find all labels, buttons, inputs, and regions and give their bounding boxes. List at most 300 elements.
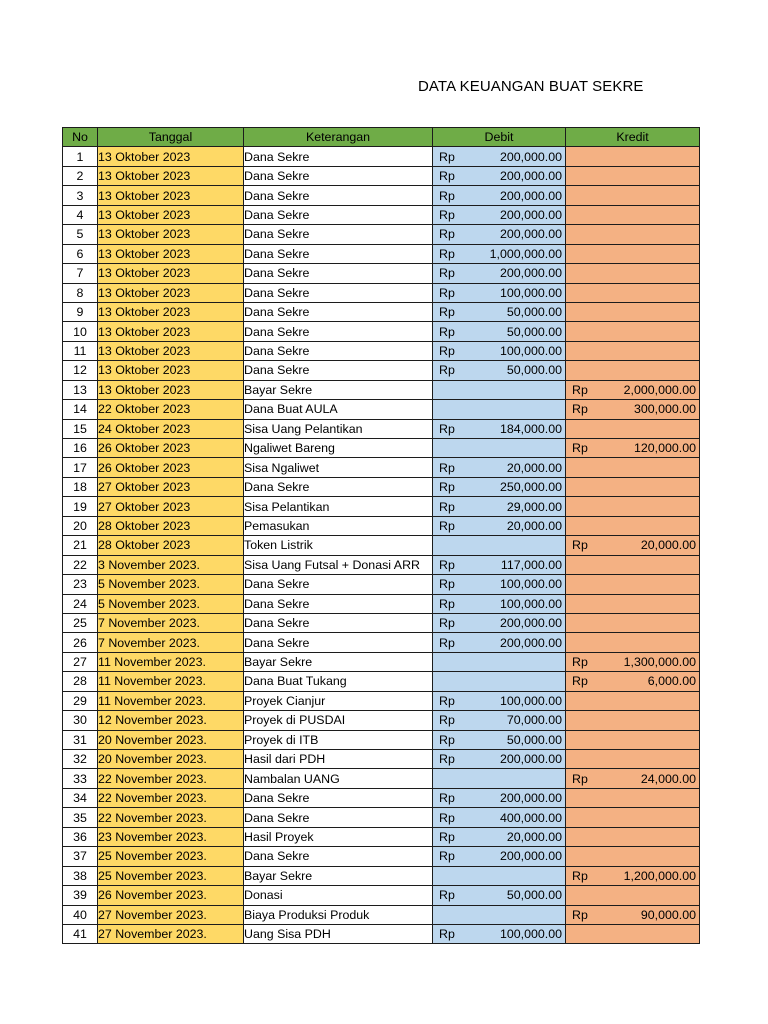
currency-symbol: Rp — [439, 616, 455, 631]
kredit-amount — [566, 867, 699, 885]
cell-kredit[interactable] — [566, 166, 700, 185]
cell-kredit[interactable] — [566, 322, 700, 341]
debit-amount — [433, 225, 565, 243]
debit-value: 50,000.00 — [506, 888, 562, 903]
cell-tanggal[interactable]: 25 November 2023. — [98, 866, 244, 885]
cell-kredit[interactable] — [566, 439, 700, 458]
table-row — [63, 458, 700, 477]
cell-debit[interactable] — [433, 477, 566, 496]
kredit-amount — [566, 439, 699, 457]
cell-debit[interactable] — [433, 341, 566, 360]
debit-amount — [433, 459, 565, 477]
cell-no[interactable]: 2 — [63, 166, 98, 185]
table-row — [63, 477, 700, 496]
cell-kredit[interactable] — [566, 477, 700, 496]
table-row — [63, 730, 700, 749]
cell-tanggal[interactable]: 13 Oktober 2023 — [98, 322, 244, 341]
debit-value: 29,000.00 — [506, 499, 562, 514]
cell-debit[interactable] — [433, 924, 566, 943]
cell-debit[interactable] — [433, 244, 566, 263]
cell-no[interactable]: 19 — [63, 497, 98, 516]
debit-value: 1,000,000.00 — [489, 246, 562, 261]
cell-debit[interactable] — [433, 458, 566, 477]
currency-symbol: Rp — [439, 227, 455, 242]
currency-symbol: Rp — [439, 266, 455, 281]
cell-debit[interactable] — [433, 147, 566, 166]
currency-symbol: Rp — [572, 382, 588, 397]
column-header-keterangan[interactable]: Keterangan — [244, 128, 433, 147]
cell-tanggal[interactable]: 28 Oktober 2023 — [98, 536, 244, 555]
cell-keterangan[interactable]: Dana Sekre — [244, 575, 433, 594]
table-header-row — [63, 128, 700, 147]
cell-keterangan[interactable]: Dana Sekre — [244, 302, 433, 321]
cell-debit[interactable] — [433, 866, 566, 885]
cell-no[interactable]: 28 — [63, 672, 98, 691]
cell-debit[interactable] — [433, 400, 566, 419]
table-row — [63, 225, 700, 244]
cell-debit[interactable] — [433, 750, 566, 769]
debit-value: 200,000.00 — [499, 227, 562, 242]
cell-tanggal[interactable]: 5 November 2023. — [98, 594, 244, 613]
cell-debit[interactable] — [433, 302, 566, 321]
cell-debit[interactable] — [433, 672, 566, 691]
cell-no[interactable]: 10 — [63, 322, 98, 341]
debit-amount — [433, 711, 565, 729]
cell-kredit[interactable] — [566, 264, 700, 283]
cell-keterangan[interactable]: Proyek di PUSDAI — [244, 711, 433, 730]
currency-symbol: Rp — [439, 791, 455, 806]
cell-no[interactable]: 4 — [63, 205, 98, 224]
cell-tanggal[interactable]: 22 November 2023. — [98, 808, 244, 827]
table-row — [63, 205, 700, 224]
cell-no[interactable]: 21 — [63, 536, 98, 555]
cell-keterangan[interactable]: Dana Sekre — [244, 633, 433, 652]
cell-kredit[interactable] — [566, 672, 700, 691]
cell-tanggal[interactable]: 5 November 2023. — [98, 575, 244, 594]
cell-debit[interactable] — [433, 322, 566, 341]
cell-kredit[interactable] — [566, 633, 700, 652]
cell-debit[interactable] — [433, 905, 566, 924]
cell-keterangan[interactable]: Uang Sisa PDH — [244, 924, 433, 943]
cell-keterangan[interactable]: Dana Sekre — [244, 808, 433, 827]
cell-no[interactable]: 22 — [63, 555, 98, 574]
column-header-no[interactable]: No — [63, 128, 98, 147]
table-row — [63, 555, 700, 574]
cell-no[interactable]: 38 — [63, 866, 98, 885]
cell-debit[interactable] — [433, 827, 566, 846]
table-body — [63, 147, 700, 944]
cell-keterangan[interactable]: Proyek di ITB — [244, 730, 433, 749]
debit-value: 100,000.00 — [499, 693, 562, 708]
cell-no[interactable]: 32 — [63, 750, 98, 769]
table-row — [63, 886, 700, 905]
kredit-amount — [566, 536, 699, 554]
currency-symbol: Rp — [439, 344, 455, 359]
cell-keterangan[interactable]: Bayar Sekre — [244, 380, 433, 399]
cell-tanggal[interactable]: 13 Oktober 2023 — [98, 186, 244, 205]
cell-keterangan[interactable]: Dana Sekre — [244, 594, 433, 613]
cell-kredit[interactable] — [566, 905, 700, 924]
kredit-value: 6,000.00 — [647, 674, 696, 689]
cell-no[interactable]: 35 — [63, 808, 98, 827]
kredit-amount — [566, 400, 699, 418]
currency-symbol: Rp — [439, 363, 455, 378]
cell-kredit[interactable] — [566, 750, 700, 769]
cell-kredit[interactable] — [566, 516, 700, 535]
cell-tanggal[interactable]: 7 November 2023. — [98, 633, 244, 652]
table-row — [63, 380, 700, 399]
cell-no[interactable]: 6 — [63, 244, 98, 263]
table-row — [63, 516, 700, 535]
cell-debit[interactable] — [433, 361, 566, 380]
cell-tanggal[interactable]: 26 November 2023. — [98, 886, 244, 905]
cell-tanggal[interactable]: 13 Oktober 2023 — [98, 264, 244, 283]
cell-no[interactable]: 30 — [63, 711, 98, 730]
cell-no[interactable]: 14 — [63, 400, 98, 419]
cell-debit[interactable] — [433, 769, 566, 788]
cell-tanggal[interactable]: 26 Oktober 2023 — [98, 458, 244, 477]
table-row — [63, 613, 700, 632]
cell-keterangan[interactable]: Sisa Ngaliwet — [244, 458, 433, 477]
cell-no[interactable]: 26 — [63, 633, 98, 652]
cell-keterangan[interactable]: Dana Sekre — [244, 186, 433, 205]
cell-no[interactable]: 11 — [63, 341, 98, 360]
cell-kredit[interactable] — [566, 594, 700, 613]
cell-keterangan[interactable]: Dana Sekre — [244, 283, 433, 302]
cell-tanggal[interactable]: 11 November 2023. — [98, 672, 244, 691]
cell-no[interactable]: 15 — [63, 419, 98, 438]
currency-symbol: Rp — [439, 499, 455, 514]
cell-kredit[interactable] — [566, 555, 700, 574]
cell-tanggal[interactable]: 27 November 2023. — [98, 905, 244, 924]
cell-no[interactable]: 39 — [63, 886, 98, 905]
cell-keterangan[interactable]: Pemasukan — [244, 516, 433, 535]
cell-no[interactable]: 3 — [63, 186, 98, 205]
cell-tanggal[interactable]: 27 Oktober 2023 — [98, 497, 244, 516]
cell-tanggal[interactable]: 22 Oktober 2023 — [98, 400, 244, 419]
cell-no[interactable]: 13 — [63, 380, 98, 399]
debit-value: 100,000.00 — [499, 344, 562, 359]
kredit-value: 120,000.00 — [633, 441, 696, 456]
cell-kredit[interactable] — [566, 497, 700, 516]
cell-kredit[interactable] — [566, 283, 700, 302]
cell-keterangan[interactable]: Dana Sekre — [244, 477, 433, 496]
cell-keterangan[interactable]: Hasil dari PDH — [244, 750, 433, 769]
cell-keterangan[interactable]: Hasil Proyek — [244, 827, 433, 846]
cell-no[interactable]: 5 — [63, 225, 98, 244]
cell-debit[interactable] — [433, 283, 566, 302]
cell-tanggal[interactable]: 3 November 2023. — [98, 555, 244, 574]
cell-no[interactable]: 34 — [63, 788, 98, 807]
cell-debit[interactable] — [433, 575, 566, 594]
cell-no[interactable]: 23 — [63, 575, 98, 594]
cell-debit[interactable] — [433, 847, 566, 866]
cell-no[interactable]: 31 — [63, 730, 98, 749]
cell-no[interactable]: 41 — [63, 924, 98, 943]
cell-tanggal[interactable]: 13 Oktober 2023 — [98, 225, 244, 244]
cell-no[interactable]: 8 — [63, 283, 98, 302]
debit-amount — [433, 556, 565, 574]
cell-no[interactable]: 27 — [63, 652, 98, 671]
cell-kredit[interactable] — [566, 361, 700, 380]
cell-kredit[interactable] — [566, 866, 700, 885]
cell-tanggal[interactable]: 12 November 2023. — [98, 711, 244, 730]
kredit-value: 300,000.00 — [633, 402, 696, 417]
cell-debit[interactable] — [433, 594, 566, 613]
cell-keterangan[interactable]: Dana Sekre — [244, 322, 433, 341]
currency-symbol: Rp — [439, 305, 455, 320]
cell-kredit[interactable] — [566, 419, 700, 438]
cell-debit[interactable] — [433, 555, 566, 574]
cell-kredit[interactable] — [566, 769, 700, 788]
table-row — [63, 808, 700, 827]
cell-tanggal[interactable]: 24 Oktober 2023 — [98, 419, 244, 438]
currency-symbol: Rp — [439, 460, 455, 475]
cell-no[interactable]: 29 — [63, 691, 98, 710]
cell-debit[interactable] — [433, 691, 566, 710]
cell-debit[interactable] — [433, 788, 566, 807]
cell-no[interactable]: 1 — [63, 147, 98, 166]
table-row — [63, 361, 700, 380]
cell-keterangan[interactable]: Dana Sekre — [244, 613, 433, 632]
cell-debit[interactable] — [433, 633, 566, 652]
cell-kredit[interactable] — [566, 458, 700, 477]
cell-kredit[interactable] — [566, 827, 700, 846]
cell-kredit[interactable] — [566, 847, 700, 866]
cell-keterangan[interactable]: Dana Buat Tukang — [244, 672, 433, 691]
cell-debit[interactable] — [433, 205, 566, 224]
currency-symbol: Rp — [439, 888, 455, 903]
cell-debit[interactable] — [433, 497, 566, 516]
debit-amount — [433, 692, 565, 710]
debit-value: 184,000.00 — [499, 421, 562, 436]
cell-no[interactable]: 7 — [63, 264, 98, 283]
cell-no[interactable]: 40 — [63, 905, 98, 924]
cell-debit[interactable] — [433, 166, 566, 185]
cell-kredit[interactable] — [566, 244, 700, 263]
debit-value: 200,000.00 — [499, 266, 562, 281]
column-header-tanggal[interactable]: Tanggal — [98, 128, 244, 147]
cell-keterangan[interactable]: Ngaliwet Bareng — [244, 439, 433, 458]
cell-keterangan[interactable]: Dana Sekre — [244, 147, 433, 166]
cell-tanggal[interactable]: 13 Oktober 2023 — [98, 283, 244, 302]
cell-kredit[interactable] — [566, 536, 700, 555]
cell-no[interactable]: 17 — [63, 458, 98, 477]
cell-tanggal[interactable]: 25 November 2023. — [98, 847, 244, 866]
kredit-amount — [566, 906, 699, 924]
cell-tanggal[interactable]: 26 Oktober 2023 — [98, 439, 244, 458]
cell-debit[interactable] — [433, 186, 566, 205]
cell-debit[interactable] — [433, 808, 566, 827]
cell-keterangan[interactable]: Dana Sekre — [244, 264, 433, 283]
cell-debit[interactable] — [433, 380, 566, 399]
cell-tanggal[interactable]: 22 November 2023. — [98, 769, 244, 788]
currency-symbol: Rp — [439, 849, 455, 864]
cell-no[interactable]: 20 — [63, 516, 98, 535]
cell-no[interactable]: 9 — [63, 302, 98, 321]
kredit-value: 1,300,000.00 — [623, 655, 696, 670]
currency-symbol: Rp — [439, 285, 455, 300]
table-row — [63, 536, 700, 555]
currency-symbol: Rp — [439, 324, 455, 339]
currency-symbol: Rp — [572, 655, 588, 670]
kredit-value: 1,200,000.00 — [623, 868, 696, 883]
cell-no[interactable]: 33 — [63, 769, 98, 788]
debit-amount — [433, 634, 565, 652]
cell-no[interactable]: 37 — [63, 847, 98, 866]
cell-keterangan[interactable]: Dana Sekre — [244, 225, 433, 244]
cell-debit[interactable] — [433, 613, 566, 632]
cell-keterangan[interactable]: Bayar Sekre — [244, 866, 433, 885]
cell-tanggal[interactable]: 13 Oktober 2023 — [98, 244, 244, 263]
table-row — [63, 652, 700, 671]
debit-value: 400,000.00 — [499, 810, 562, 825]
cell-debit[interactable] — [433, 711, 566, 730]
table-row — [63, 322, 700, 341]
cell-tanggal[interactable]: 7 November 2023. — [98, 613, 244, 632]
debit-value: 100,000.00 — [499, 596, 562, 611]
cell-kredit[interactable] — [566, 205, 700, 224]
debit-amount — [433, 789, 565, 807]
cell-debit[interactable] — [433, 516, 566, 535]
cell-debit[interactable] — [433, 652, 566, 671]
cell-tanggal[interactable]: 27 Oktober 2023 — [98, 477, 244, 496]
debit-amount — [433, 575, 565, 593]
cell-kredit[interactable] — [566, 380, 700, 399]
table-row — [63, 633, 700, 652]
debit-value: 117,000.00 — [500, 557, 562, 572]
table-row — [63, 166, 700, 185]
column-header-kredit[interactable]: Kredit — [566, 128, 700, 147]
cell-tanggal[interactable]: 13 Oktober 2023 — [98, 341, 244, 360]
cell-tanggal[interactable]: 13 Oktober 2023 — [98, 166, 244, 185]
cell-tanggal[interactable]: 20 November 2023. — [98, 730, 244, 749]
cell-keterangan[interactable]: Dana Sekre — [244, 788, 433, 807]
debit-amount — [433, 925, 565, 943]
cell-keterangan[interactable]: Dana Sekre — [244, 847, 433, 866]
cell-keterangan[interactable]: Biaya Produksi Produk — [244, 905, 433, 924]
cell-kredit[interactable] — [566, 186, 700, 205]
table-row — [63, 341, 700, 360]
cell-kredit[interactable] — [566, 730, 700, 749]
cell-no[interactable]: 25 — [63, 613, 98, 632]
cell-debit[interactable] — [433, 264, 566, 283]
currency-symbol: Rp — [439, 713, 455, 728]
cell-tanggal[interactable]: 11 November 2023. — [98, 652, 244, 671]
cell-keterangan[interactable]: Sisa Uang Futsal + Donasi ARR — [244, 555, 433, 574]
cell-no[interactable]: 24 — [63, 594, 98, 613]
currency-symbol: Rp — [439, 927, 455, 942]
table-row — [63, 497, 700, 516]
cell-keterangan[interactable]: Dana Sekre — [244, 244, 433, 263]
currency-symbol: Rp — [572, 441, 588, 456]
debit-value: 200,000.00 — [499, 207, 562, 222]
cell-debit[interactable] — [433, 439, 566, 458]
cell-debit[interactable] — [433, 419, 566, 438]
cell-tanggal[interactable]: 13 Oktober 2023 — [98, 147, 244, 166]
currency-symbol: Rp — [439, 188, 455, 203]
cell-no[interactable]: 18 — [63, 477, 98, 496]
cell-kredit[interactable] — [566, 147, 700, 166]
table-row — [63, 905, 700, 924]
table-row — [63, 788, 700, 807]
currency-symbol: Rp — [439, 518, 455, 533]
debit-amount — [433, 148, 565, 166]
currency-symbol: Rp — [439, 829, 455, 844]
cell-tanggal[interactable]: 23 November 2023. — [98, 827, 244, 846]
cell-keterangan[interactable]: Dana Sekre — [244, 205, 433, 224]
cell-keterangan[interactable]: Dana Buat AULA — [244, 400, 433, 419]
currency-symbol: Rp — [439, 635, 455, 650]
cell-debit[interactable] — [433, 225, 566, 244]
cell-tanggal[interactable]: 22 November 2023. — [98, 788, 244, 807]
cell-tanggal[interactable]: 11 November 2023. — [98, 691, 244, 710]
cell-keterangan[interactable]: Bayar Sekre — [244, 652, 433, 671]
debit-amount — [433, 167, 565, 185]
cell-tanggal[interactable]: 13 Oktober 2023 — [98, 380, 244, 399]
debit-value: 20,000.00 — [506, 460, 562, 475]
column-header-debit[interactable]: Debit — [433, 128, 566, 147]
debit-value: 200,000.00 — [499, 791, 562, 806]
cell-kredit[interactable] — [566, 225, 700, 244]
cell-keterangan[interactable]: Token Listrik — [244, 536, 433, 555]
cell-no[interactable]: 16 — [63, 439, 98, 458]
cell-keterangan[interactable]: Proyek Cianjur — [244, 691, 433, 710]
cell-keterangan[interactable]: Dana Sekre — [244, 166, 433, 185]
cell-tanggal[interactable]: 28 Oktober 2023 — [98, 516, 244, 535]
cell-kredit[interactable] — [566, 341, 700, 360]
table-row — [63, 400, 700, 419]
cell-keterangan[interactable]: Sisa Pelantikan — [244, 497, 433, 516]
cell-kredit[interactable] — [566, 808, 700, 827]
cell-no[interactable]: 12 — [63, 361, 98, 380]
cell-kredit[interactable] — [566, 691, 700, 710]
cell-kredit[interactable] — [566, 302, 700, 321]
cell-debit[interactable] — [433, 886, 566, 905]
table-row — [63, 264, 700, 283]
cell-tanggal[interactable]: 13 Oktober 2023 — [98, 361, 244, 380]
debit-amount — [433, 498, 565, 516]
debit-amount — [433, 886, 565, 904]
cell-kredit[interactable] — [566, 613, 700, 632]
cell-tanggal[interactable]: 20 November 2023. — [98, 750, 244, 769]
debit-amount — [433, 303, 565, 321]
cell-kredit[interactable] — [566, 575, 700, 594]
cell-keterangan[interactable]: Dana Sekre — [244, 361, 433, 380]
cell-keterangan[interactable]: Sisa Uang Pelantikan — [244, 419, 433, 438]
cell-debit[interactable] — [433, 536, 566, 555]
cell-debit[interactable] — [433, 730, 566, 749]
cell-tanggal[interactable]: 13 Oktober 2023 — [98, 302, 244, 321]
debit-amount — [433, 847, 565, 865]
currency-symbol: Rp — [572, 674, 588, 689]
cell-no[interactable]: 36 — [63, 827, 98, 846]
debit-amount — [433, 342, 565, 360]
cell-tanggal[interactable]: 27 November 2023. — [98, 924, 244, 943]
cell-kredit[interactable] — [566, 400, 700, 419]
cell-kredit[interactable] — [566, 652, 700, 671]
cell-kredit[interactable] — [566, 886, 700, 905]
cell-kredit[interactable] — [566, 924, 700, 943]
cell-kredit[interactable] — [566, 711, 700, 730]
cell-keterangan[interactable]: Nambalan UANG — [244, 769, 433, 788]
table-row — [63, 186, 700, 205]
cell-tanggal[interactable]: 13 Oktober 2023 — [98, 205, 244, 224]
debit-value: 100,000.00 — [499, 577, 562, 592]
cell-kredit[interactable] — [566, 788, 700, 807]
cell-keterangan[interactable]: Donasi — [244, 886, 433, 905]
cell-keterangan[interactable]: Dana Sekre — [244, 341, 433, 360]
